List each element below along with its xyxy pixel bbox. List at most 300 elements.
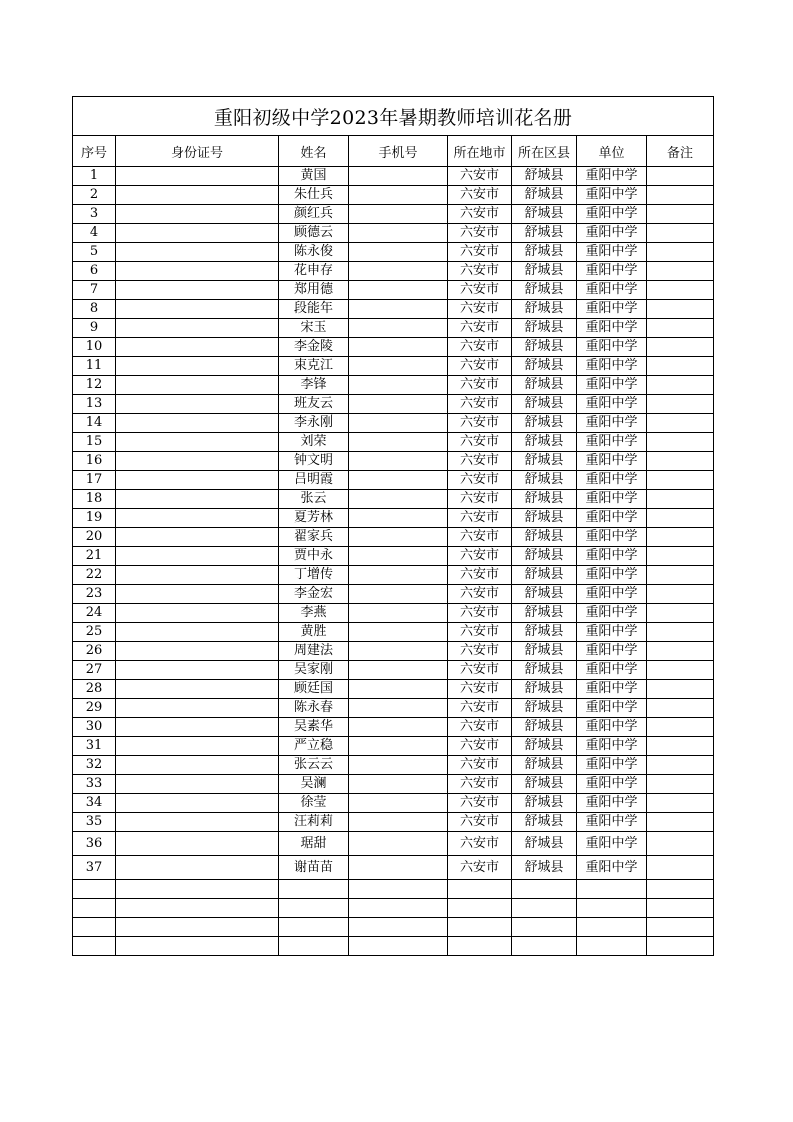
- header-name: 姓名: [279, 136, 349, 167]
- cell-city: 六安市: [448, 471, 512, 490]
- cell-no: 23: [73, 585, 116, 604]
- cell-unit: 重阳中学: [577, 338, 647, 357]
- cell-name: 陈永俊: [279, 243, 349, 262]
- cell-unit: 重阳中学: [577, 585, 647, 604]
- cell-remarks: [647, 547, 714, 566]
- cell-phone: [349, 680, 448, 699]
- empty-cell: [577, 899, 647, 918]
- cell-remarks: [647, 794, 714, 813]
- empty-cell: [349, 918, 448, 937]
- cell-no: 14: [73, 414, 116, 433]
- table-row: [73, 224, 714, 243]
- cell-remarks: [647, 433, 714, 452]
- cell-remarks: [647, 680, 714, 699]
- cell-phone: [349, 775, 448, 794]
- table-row: [73, 471, 714, 490]
- cell-unit: 重阳中学: [577, 737, 647, 756]
- cell-unit: 重阳中学: [577, 509, 647, 528]
- cell-unit: 重阳中学: [577, 433, 647, 452]
- empty-cell: [116, 899, 279, 918]
- cell-phone: [349, 167, 448, 186]
- cell-no: 34: [73, 794, 116, 813]
- cell-city: 六安市: [448, 357, 512, 376]
- cell-county: 舒城县: [512, 243, 577, 262]
- header-city: 所在地市: [448, 136, 512, 167]
- cell-id-number: [116, 186, 279, 205]
- cell-county: 舒城县: [512, 718, 577, 737]
- cell-no: 31: [73, 737, 116, 756]
- cell-name: 花申存: [279, 262, 349, 281]
- cell-id-number: [116, 490, 279, 509]
- cell-phone: [349, 832, 448, 856]
- cell-remarks: [647, 414, 714, 433]
- cell-county: 舒城县: [512, 856, 577, 880]
- cell-id-number: [116, 623, 279, 642]
- cell-id-number: [116, 718, 279, 737]
- cell-unit: 重阳中学: [577, 856, 647, 880]
- cell-remarks: [647, 737, 714, 756]
- cell-phone: [349, 395, 448, 414]
- cell-unit: 重阳中学: [577, 319, 647, 338]
- header-no: 序号: [73, 136, 116, 167]
- cell-name: 李锋: [279, 376, 349, 395]
- table-row: [73, 661, 714, 680]
- cell-no: 24: [73, 604, 116, 623]
- cell-phone: [349, 281, 448, 300]
- cell-unit: 重阳中学: [577, 186, 647, 205]
- cell-remarks: [647, 528, 714, 547]
- cell-remarks: [647, 338, 714, 357]
- cell-id-number: [116, 338, 279, 357]
- cell-no: 2: [73, 186, 116, 205]
- cell-county: 舒城县: [512, 414, 577, 433]
- cell-county: 舒城县: [512, 224, 577, 243]
- cell-id-number: [116, 471, 279, 490]
- cell-name: 颜红兵: [279, 205, 349, 224]
- cell-no: 7: [73, 281, 116, 300]
- cell-unit: 重阳中学: [577, 300, 647, 319]
- cell-id-number: [116, 509, 279, 528]
- cell-name: 吕明霞: [279, 471, 349, 490]
- cell-no: 12: [73, 376, 116, 395]
- cell-county: 舒城县: [512, 585, 577, 604]
- cell-remarks: [647, 699, 714, 718]
- cell-county: 舒城县: [512, 471, 577, 490]
- cell-id-number: [116, 300, 279, 319]
- table-row: [73, 528, 714, 547]
- cell-phone: [349, 794, 448, 813]
- cell-remarks: [647, 775, 714, 794]
- cell-remarks: [647, 813, 714, 832]
- table-row: [73, 433, 714, 452]
- table-body: [73, 167, 714, 956]
- cell-city: 六安市: [448, 680, 512, 699]
- cell-id-number: [116, 167, 279, 186]
- cell-city: 六安市: [448, 376, 512, 395]
- cell-name: 朱仕兵: [279, 186, 349, 205]
- cell-phone: [349, 186, 448, 205]
- table-row: [73, 452, 714, 471]
- cell-id-number: [116, 376, 279, 395]
- empty-cell: [512, 937, 577, 956]
- cell-remarks: [647, 224, 714, 243]
- empty-cell: [512, 918, 577, 937]
- cell-no: 21: [73, 547, 116, 566]
- cell-remarks: [647, 718, 714, 737]
- empty-cell: [73, 899, 116, 918]
- table-row: [73, 186, 714, 205]
- cell-county: 舒城县: [512, 357, 577, 376]
- cell-city: 六安市: [448, 509, 512, 528]
- cell-name: 陈永春: [279, 699, 349, 718]
- cell-county: 舒城县: [512, 794, 577, 813]
- cell-name: 宋玉: [279, 319, 349, 338]
- cell-id-number: [116, 813, 279, 832]
- cell-no: 9: [73, 319, 116, 338]
- cell-unit: 重阳中学: [577, 642, 647, 661]
- empty-cell: [448, 880, 512, 899]
- cell-id-number: [116, 528, 279, 547]
- cell-county: 舒城县: [512, 281, 577, 300]
- cell-phone: [349, 737, 448, 756]
- cell-remarks: [647, 661, 714, 680]
- cell-remarks: [647, 395, 714, 414]
- cell-remarks: [647, 509, 714, 528]
- cell-no: 29: [73, 699, 116, 718]
- cell-county: 舒城县: [512, 433, 577, 452]
- cell-phone: [349, 300, 448, 319]
- cell-name: 李金陵: [279, 338, 349, 357]
- cell-phone: [349, 585, 448, 604]
- cell-county: 舒城县: [512, 338, 577, 357]
- cell-no: 30: [73, 718, 116, 737]
- cell-remarks: [647, 167, 714, 186]
- cell-phone: [349, 756, 448, 775]
- cell-unit: 重阳中学: [577, 775, 647, 794]
- empty-cell: [279, 918, 349, 937]
- cell-phone: [349, 547, 448, 566]
- cell-county: 舒城县: [512, 813, 577, 832]
- cell-no: 20: [73, 528, 116, 547]
- cell-county: 舒城县: [512, 452, 577, 471]
- cell-name: 吴素华: [279, 718, 349, 737]
- table-row: [73, 509, 714, 528]
- cell-city: 六安市: [448, 642, 512, 661]
- cell-unit: 重阳中学: [577, 281, 647, 300]
- cell-remarks: [647, 186, 714, 205]
- cell-city: 六安市: [448, 813, 512, 832]
- cell-remarks: [647, 300, 714, 319]
- cell-county: 舒城县: [512, 832, 577, 856]
- cell-unit: 重阳中学: [577, 832, 647, 856]
- cell-name: 贾中永: [279, 547, 349, 566]
- cell-county: 舒城县: [512, 566, 577, 585]
- table-row: [73, 775, 714, 794]
- cell-county: 舒城县: [512, 300, 577, 319]
- cell-no: 16: [73, 452, 116, 471]
- table-row: [73, 300, 714, 319]
- cell-county: 舒城县: [512, 547, 577, 566]
- empty-cell: [73, 918, 116, 937]
- table-row: [73, 281, 714, 300]
- cell-name: 郑用德: [279, 281, 349, 300]
- cell-no: 19: [73, 509, 116, 528]
- cell-county: 舒城县: [512, 376, 577, 395]
- table-row: [73, 604, 714, 623]
- table-row: [73, 167, 714, 186]
- cell-unit: 重阳中学: [577, 243, 647, 262]
- cell-unit: 重阳中学: [577, 414, 647, 433]
- cell-city: 六安市: [448, 566, 512, 585]
- cell-remarks: [647, 604, 714, 623]
- cell-city: 六安市: [448, 856, 512, 880]
- cell-unit: 重阳中学: [577, 680, 647, 699]
- empty-cell: [647, 937, 714, 956]
- table-row: [73, 794, 714, 813]
- cell-no: 15: [73, 433, 116, 452]
- table-row: [73, 376, 714, 395]
- cell-remarks: [647, 243, 714, 262]
- empty-row: [73, 918, 714, 937]
- cell-unit: 重阳中学: [577, 224, 647, 243]
- cell-unit: 重阳中学: [577, 395, 647, 414]
- cell-phone: [349, 566, 448, 585]
- cell-county: 舒城县: [512, 186, 577, 205]
- empty-cell: [349, 880, 448, 899]
- cell-no: 5: [73, 243, 116, 262]
- cell-id-number: [116, 452, 279, 471]
- table-row: [73, 414, 714, 433]
- table-row: [73, 490, 714, 509]
- empty-cell: [577, 937, 647, 956]
- cell-remarks: [647, 262, 714, 281]
- table-row: [73, 832, 714, 856]
- cell-id-number: [116, 281, 279, 300]
- cell-county: 舒城县: [512, 319, 577, 338]
- cell-remarks: [647, 642, 714, 661]
- cell-unit: 重阳中学: [577, 813, 647, 832]
- header-phone: 手机号: [349, 136, 448, 167]
- empty-cell: [73, 937, 116, 956]
- empty-cell: [279, 899, 349, 918]
- cell-city: 六安市: [448, 395, 512, 414]
- cell-phone: [349, 490, 448, 509]
- cell-remarks: [647, 376, 714, 395]
- page-title: 重阳初级中学2023年暑期教师培训花名册: [73, 97, 714, 136]
- cell-name: 徐莹: [279, 794, 349, 813]
- empty-cell: [73, 880, 116, 899]
- cell-phone: [349, 661, 448, 680]
- empty-cell: [647, 880, 714, 899]
- cell-city: 六安市: [448, 338, 512, 357]
- empty-cell: [279, 880, 349, 899]
- cell-remarks: [647, 452, 714, 471]
- cell-remarks: [647, 566, 714, 585]
- cell-name: 顾德云: [279, 224, 349, 243]
- header-id-number: 身份证号: [116, 136, 279, 167]
- cell-city: 六安市: [448, 205, 512, 224]
- cell-city: 六安市: [448, 756, 512, 775]
- cell-unit: 重阳中学: [577, 167, 647, 186]
- cell-no: 18: [73, 490, 116, 509]
- cell-phone: [349, 471, 448, 490]
- cell-remarks: [647, 856, 714, 880]
- cell-id-number: [116, 433, 279, 452]
- cell-id-number: [116, 699, 279, 718]
- cell-no: 6: [73, 262, 116, 281]
- cell-no: 36: [73, 832, 116, 856]
- cell-phone: [349, 357, 448, 376]
- cell-name: 严立稳: [279, 737, 349, 756]
- table-row: [73, 262, 714, 281]
- header-remarks: 备注: [647, 136, 714, 167]
- cell-remarks: [647, 357, 714, 376]
- cell-name: 顾廷国: [279, 680, 349, 699]
- cell-unit: 重阳中学: [577, 547, 647, 566]
- cell-city: 六安市: [448, 433, 512, 452]
- cell-no: 3: [73, 205, 116, 224]
- cell-id-number: [116, 661, 279, 680]
- cell-city: 六安市: [448, 167, 512, 186]
- table-row: [73, 623, 714, 642]
- cell-county: 舒城县: [512, 699, 577, 718]
- cell-phone: [349, 433, 448, 452]
- cell-id-number: [116, 832, 279, 856]
- cell-no: 4: [73, 224, 116, 243]
- empty-cell: [116, 937, 279, 956]
- cell-phone: [349, 528, 448, 547]
- empty-cell: [577, 880, 647, 899]
- empty-row: [73, 880, 714, 899]
- empty-cell: [279, 937, 349, 956]
- header-unit: 单位: [577, 136, 647, 167]
- empty-cell: [349, 899, 448, 918]
- cell-county: 舒城县: [512, 205, 577, 224]
- cell-id-number: [116, 319, 279, 338]
- cell-remarks: [647, 623, 714, 642]
- cell-city: 六安市: [448, 490, 512, 509]
- cell-phone: [349, 623, 448, 642]
- cell-unit: 重阳中学: [577, 262, 647, 281]
- cell-phone: [349, 509, 448, 528]
- table-row: [73, 856, 714, 880]
- cell-phone: [349, 856, 448, 880]
- cell-no: 37: [73, 856, 116, 880]
- cell-remarks: [647, 585, 714, 604]
- cell-city: 六安市: [448, 832, 512, 856]
- cell-no: 1: [73, 167, 116, 186]
- empty-row: [73, 899, 714, 918]
- cell-city: 六安市: [448, 186, 512, 205]
- cell-name: 李金宏: [279, 585, 349, 604]
- cell-unit: 重阳中学: [577, 528, 647, 547]
- empty-cell: [647, 918, 714, 937]
- cell-unit: 重阳中学: [577, 718, 647, 737]
- cell-id-number: [116, 395, 279, 414]
- cell-no: 11: [73, 357, 116, 376]
- cell-no: 35: [73, 813, 116, 832]
- cell-county: 舒城县: [512, 775, 577, 794]
- cell-id-number: [116, 856, 279, 880]
- cell-no: 17: [73, 471, 116, 490]
- empty-cell: [512, 899, 577, 918]
- cell-id-number: [116, 414, 279, 433]
- cell-name: 张云云: [279, 756, 349, 775]
- cell-county: 舒城县: [512, 623, 577, 642]
- cell-unit: 重阳中学: [577, 490, 647, 509]
- cell-phone: [349, 376, 448, 395]
- cell-remarks: [647, 471, 714, 490]
- empty-cell: [116, 918, 279, 937]
- cell-id-number: [116, 357, 279, 376]
- cell-remarks: [647, 756, 714, 775]
- cell-id-number: [116, 585, 279, 604]
- cell-city: 六安市: [448, 547, 512, 566]
- cell-no: 33: [73, 775, 116, 794]
- cell-phone: [349, 205, 448, 224]
- cell-city: 六安市: [448, 262, 512, 281]
- cell-name: 黄胜: [279, 623, 349, 642]
- cell-county: 舒城县: [512, 737, 577, 756]
- cell-no: 28: [73, 680, 116, 699]
- cell-phone: [349, 319, 448, 338]
- table-row: [73, 737, 714, 756]
- cell-county: 舒城县: [512, 756, 577, 775]
- table-row: [73, 205, 714, 224]
- empty-cell: [448, 918, 512, 937]
- cell-unit: 重阳中学: [577, 604, 647, 623]
- cell-name: 吴家刚: [279, 661, 349, 680]
- cell-city: 六安市: [448, 794, 512, 813]
- cell-unit: 重阳中学: [577, 452, 647, 471]
- empty-cell: [512, 880, 577, 899]
- cell-county: 舒城县: [512, 167, 577, 186]
- cell-remarks: [647, 205, 714, 224]
- cell-city: 六安市: [448, 604, 512, 623]
- cell-no: 26: [73, 642, 116, 661]
- cell-county: 舒城县: [512, 604, 577, 623]
- cell-no: 27: [73, 661, 116, 680]
- cell-unit: 重阳中学: [577, 623, 647, 642]
- cell-id-number: [116, 547, 279, 566]
- cell-county: 舒城县: [512, 680, 577, 699]
- cell-city: 六安市: [448, 528, 512, 547]
- table-row: [73, 585, 714, 604]
- header-county: 所在区县: [512, 136, 577, 167]
- cell-city: 六安市: [448, 281, 512, 300]
- table-row: [73, 547, 714, 566]
- cell-county: 舒城县: [512, 262, 577, 281]
- cell-id-number: [116, 756, 279, 775]
- cell-name: 李燕: [279, 604, 349, 623]
- cell-name: 刘荣: [279, 433, 349, 452]
- cell-county: 舒城县: [512, 509, 577, 528]
- cell-phone: [349, 604, 448, 623]
- cell-name: 谢苗苗: [279, 856, 349, 880]
- cell-id-number: [116, 262, 279, 281]
- cell-name: 吴澜: [279, 775, 349, 794]
- empty-cell: [647, 899, 714, 918]
- cell-remarks: [647, 319, 714, 338]
- roster-sheet: [72, 96, 713, 956]
- cell-no: 25: [73, 623, 116, 642]
- table-row: [73, 338, 714, 357]
- cell-city: 六安市: [448, 300, 512, 319]
- cell-unit: 重阳中学: [577, 661, 647, 680]
- cell-phone: [349, 224, 448, 243]
- cell-unit: 重阳中学: [577, 471, 647, 490]
- empty-row: [73, 937, 714, 956]
